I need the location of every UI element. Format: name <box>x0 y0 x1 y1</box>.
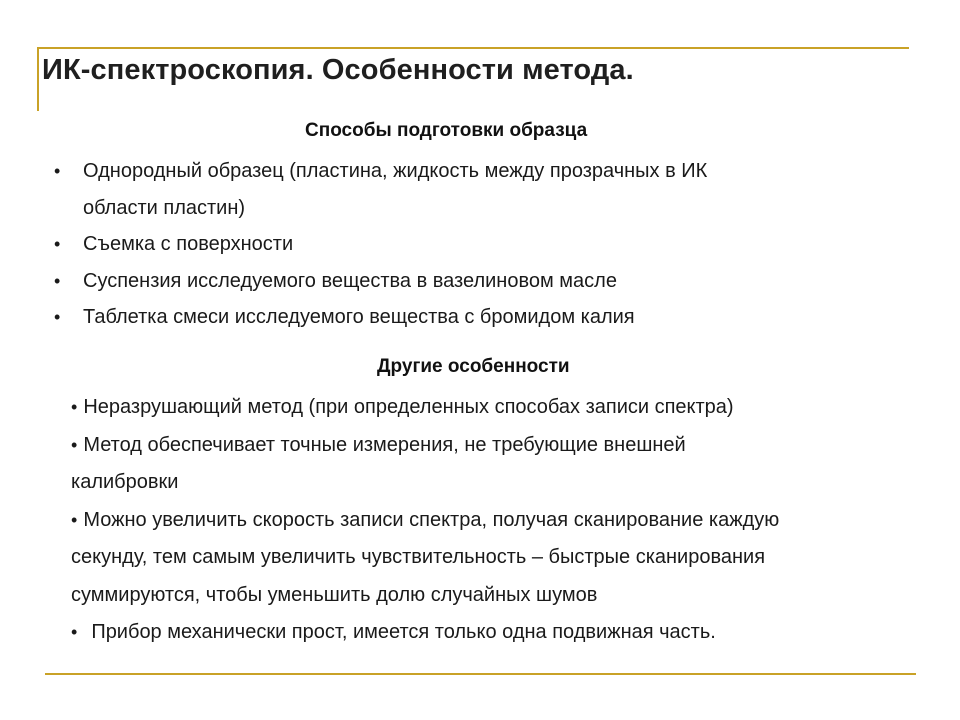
list-item-text: Съемка с поверхности <box>83 233 294 255</box>
list-item-text: Метод обеспечивает точные измерения, не требующие внешней <box>83 433 686 456</box>
bullet-icon: • <box>54 270 61 291</box>
bullet-icon: • <box>54 234 61 254</box>
bullet-icon: • <box>71 397 78 417</box>
bullet-icon: • <box>71 434 78 455</box>
list-item <box>50 299 910 336</box>
bottom-divider <box>45 673 916 675</box>
list-item <box>50 226 910 263</box>
list-item <box>71 427 941 502</box>
section-heading-other-features: Другие особенности <box>377 356 570 377</box>
top-divider <box>38 47 909 49</box>
list-item <box>50 153 910 226</box>
section-heading-sample-prep: Способы подготовки образца <box>305 120 588 141</box>
sample-prep-list <box>50 153 910 336</box>
list-item <box>71 389 941 427</box>
bullet-icon: • <box>71 622 78 642</box>
list-item-text: Прибор механически прост, имеется только одна подвижная часть. <box>91 621 716 643</box>
bullet-icon: • <box>54 307 61 327</box>
bullet-icon: • <box>71 509 78 530</box>
bullet-icon: • <box>54 161 61 181</box>
list-item-text-cont: суммируются, чтобы уменьшить долю случайных шумов <box>71 583 598 606</box>
left-accent-bar <box>37 47 39 111</box>
list-item-text-cont: секунду, тем самым увеличить чувствительность – быстрые сканирования <box>71 546 766 568</box>
list-item-text: Можно увеличить скорость записи спектра, получая сканирование каждую <box>83 508 780 531</box>
list-item-text-cont: области пластин) <box>83 196 246 219</box>
list-item-text: Неразрушающий метод (при определенных способах записи спектра) <box>83 396 734 418</box>
slide-title: ИК-спектроскопия. Особенности метода. <box>42 54 634 86</box>
list-item <box>71 614 941 652</box>
list-item-text: Суспензия исследуемого вещества в вазелиновом масле <box>83 269 617 292</box>
list-item <box>50 263 910 300</box>
other-features-list <box>71 389 941 652</box>
list-item <box>71 502 941 615</box>
list-item-text: Однородный образец (пластина, жидкость между прозрачных в ИК <box>83 160 708 182</box>
list-item-text: Таблетка смеси исследуемого вещества с бромидом калия <box>83 306 635 328</box>
list-item-text-cont: калибровки <box>71 471 179 493</box>
